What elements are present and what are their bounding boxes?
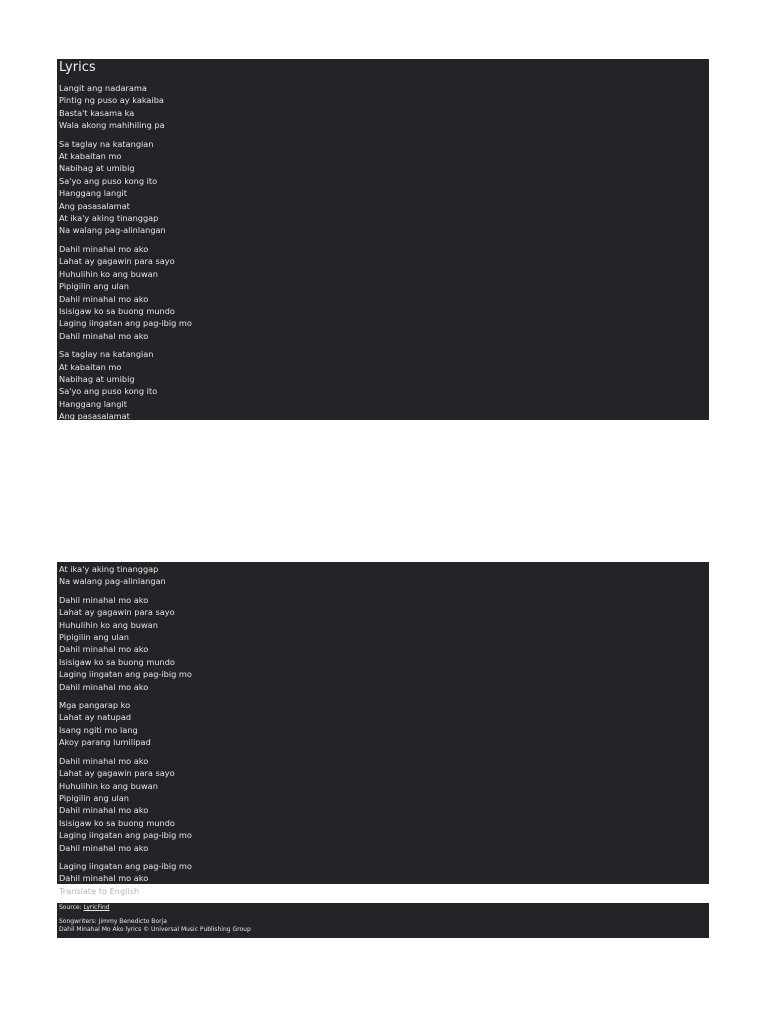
lyrics-line: Ang pasasalamat	[59, 411, 130, 422]
lyrics-line: Nabihag at umibig	[59, 163, 135, 174]
lyrics-panel-top	[57, 59, 709, 420]
lyrics-stanzas-bottom	[59, 563, 709, 885]
lyrics-line: At ika'y aking tinanggap	[59, 564, 159, 574]
lyrics-line: Laging iingatan ang pag-ibig mo	[59, 860, 192, 871]
lyrics-line: Dahil minahal mo ako	[59, 805, 149, 816]
lyrics-line: Sa'yo ang puso kong ito	[59, 386, 158, 397]
lyrics-footer	[57, 903, 709, 938]
lyrics-line: Na walang pag-alinlangan	[59, 576, 166, 587]
lyrics-line: Lahat ay gagawin para sayo	[59, 768, 175, 779]
lyrics-line: Isang ngiti mo lang	[59, 724, 138, 735]
lyrics-line: Dahil minahal mo ako	[59, 243, 149, 254]
lyrics-line: At ika'y aking tinanggap	[59, 213, 159, 224]
lyrics-line: Isisigaw ko sa buong mundo	[59, 305, 175, 316]
lyrics-line: Lahat ay gagawin para sayo	[59, 256, 175, 267]
lyrics-line: Hanggang langit	[59, 188, 127, 199]
lyrics-line: Laging iingatan ang pag-ibig mo	[59, 830, 192, 841]
lyrics-stanza	[59, 348, 709, 422]
lyrics-line: Nabihag at umibig	[59, 373, 135, 384]
lyrics-line: Laging iingatan ang pag-ibig mo	[59, 669, 192, 680]
lyrics-line: Wala akong mahihiling pa	[59, 120, 165, 131]
lyrics-line: Dahil minahal mo ako	[59, 293, 149, 304]
lyrics-line: Dahil minahal mo ako	[59, 842, 149, 853]
lyrics-line: Na walang pag-alinlangan	[59, 225, 166, 236]
source-row	[59, 904, 709, 912]
lyrics-line: Basta't kasama ka	[59, 107, 135, 118]
lyrics-line: Sa taglay na katangian	[59, 138, 154, 149]
lyrics-stanza	[59, 860, 709, 885]
lyrics-stanza	[59, 138, 709, 237]
lyrics-line: Lahat ay natupad	[59, 712, 132, 723]
songwriters-text: Songwriters: Jimmy Benedicto Borja	[59, 918, 167, 925]
lyrics-line: Isisigaw ko sa buong mundo	[59, 656, 175, 667]
lyrics-line: Dahil minahal mo ako	[59, 330, 149, 341]
lyrics-line: Ang pasasalamat	[59, 200, 130, 211]
lyrics-line: Lahat ay gagawin para sayo	[59, 607, 175, 618]
lyrics-line: Pintig ng puso ay kakaiba	[59, 95, 164, 106]
lyrics-line: Dahil minahal mo ako	[59, 644, 149, 655]
lyrics-stanza	[59, 563, 709, 588]
lyrics-line: Akoy parang lumilipad	[59, 737, 151, 748]
lyrics-line: Pipigilin ang ulan	[59, 792, 129, 803]
lyrics-line: Dahil minahal mo ako	[59, 873, 149, 884]
lyrics-line: Pipigilin ang ulan	[59, 632, 129, 643]
lyrics-line: Laging iingatan ang pag-ibig mo	[59, 318, 192, 329]
lyrics-stanza	[59, 82, 709, 132]
lyrics-line: At kabaitan mo	[59, 361, 122, 372]
lyrics-stanzas-top	[59, 82, 709, 423]
lyrics-line: Huhulihin ko ang buwan	[59, 619, 158, 630]
lyrics-line: Isisigaw ko sa buong mundo	[59, 817, 175, 828]
lyrics-line: Dahil minahal mo ako	[59, 755, 149, 766]
lyrics-line: Huhulihin ko ang buwan	[59, 268, 158, 279]
lyrics-line: Langit ang nadarama	[59, 83, 147, 93]
lyrics-stanza	[59, 243, 709, 342]
lyrics-panel-bottom	[57, 562, 709, 884]
source-link[interactable]: LyricFind	[83, 904, 110, 911]
translate-link[interactable]: Translate to English	[59, 886, 140, 896]
lyrics-line: Dahil minahal mo ako	[59, 681, 149, 692]
lyrics-line: Pipigilin ang ulan	[59, 281, 129, 292]
lyrics-line: Sa taglay na katangian	[59, 349, 154, 360]
lyrics-heading: Lyrics	[59, 60, 96, 75]
lyrics-stanza	[59, 699, 709, 749]
lyrics-line: Hanggang langit	[59, 398, 127, 409]
lyrics-line: Sa'yo ang puso kong ito	[59, 175, 158, 186]
lyrics-line: At kabaitan mo	[59, 151, 122, 162]
lyrics-line: Dahil minahal mo ako	[59, 594, 149, 605]
lyrics-line: Mga pangarap ko	[59, 700, 131, 711]
source-label: Source:	[59, 904, 84, 911]
lyrics-stanza	[59, 594, 709, 693]
lyrics-stanza	[59, 755, 709, 854]
copyright-text: Dahil Minahal Mo Ako lyrics © Universal Music Publishing Group	[59, 926, 251, 933]
lyrics-line: Huhulihin ko ang buwan	[59, 780, 158, 791]
